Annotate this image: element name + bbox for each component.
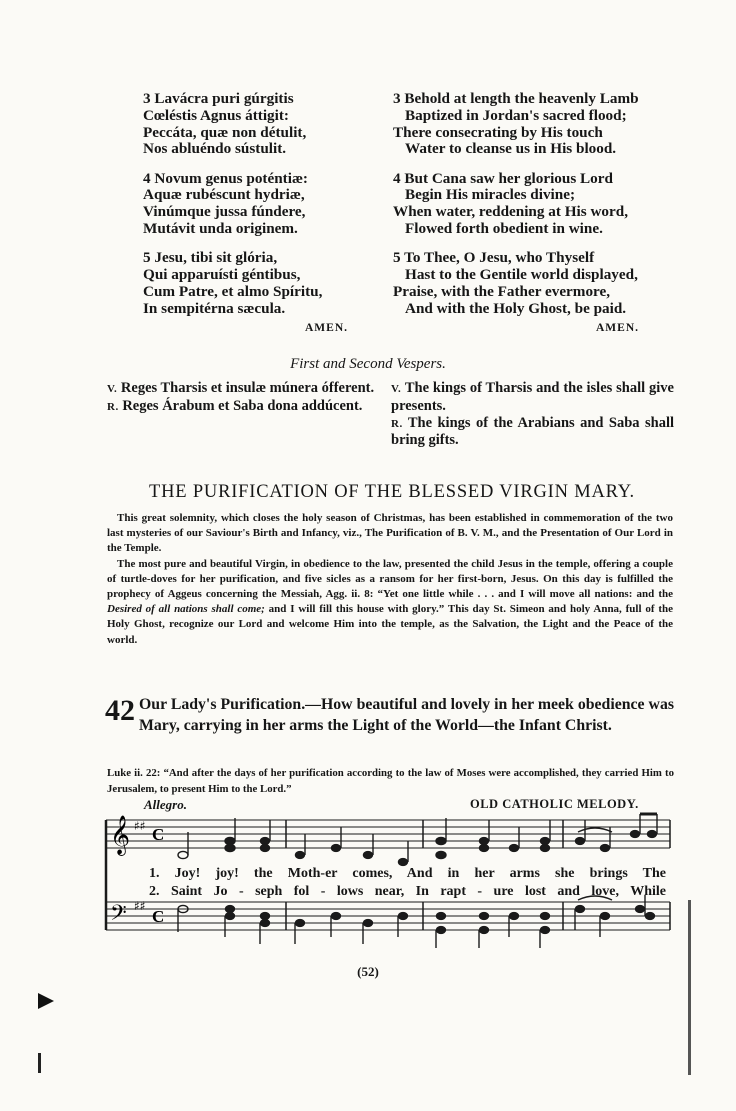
treble-notes bbox=[178, 814, 657, 865]
verse-line: And with the Holy Ghost, be paid. bbox=[405, 299, 627, 317]
verse-line: Flowed forth obedient in wine. bbox=[405, 220, 603, 238]
verse-line: 5 Jesu, tibi sit glória, bbox=[143, 249, 278, 267]
common-time-icon: C bbox=[152, 825, 165, 844]
verse-line: 4 Novum genus poténtiæ: bbox=[143, 169, 308, 187]
versicle-text: Reges Tharsis et insulæ múnera ófferent. bbox=[117, 380, 375, 396]
feast-introduction bbox=[107, 511, 673, 648]
english-verses bbox=[393, 91, 639, 330]
hymn-title bbox=[139, 694, 674, 736]
verse-line: Hast to the Gentile world displayed, bbox=[405, 266, 638, 284]
verse-line: Cœléstis Agnus áttigit: bbox=[143, 106, 289, 124]
verse-line: In sempitérna sæcula. bbox=[143, 299, 286, 317]
intro-text: and I will fill this house with glory.” This day St. Simeon and holy Anna, full of the Holy Ghost, recognize our Lord and welcome Him into the temple, as the Salvation, the Light and the Peace of the world. bbox=[107, 603, 673, 646]
scripture-quote: Luke ii. 22: “And after the days of her purification according to the law of Moses were accomplished, they carried Him to Jerusalem, to present Him to the Lord.” bbox=[107, 767, 674, 795]
latin-verses bbox=[143, 91, 322, 330]
intro-italic: Desired of all nations shall come; bbox=[107, 603, 265, 616]
versicle-text: The kings of Tharsis and the isles shall give presents. bbox=[391, 380, 674, 414]
response-english bbox=[391, 415, 674, 450]
hymn-number: 42 bbox=[105, 694, 135, 727]
verse-line: Qui apparuísti géntibus, bbox=[143, 266, 301, 284]
scan-mark bbox=[688, 900, 691, 1075]
latin-stanza-3 bbox=[143, 91, 322, 158]
verse-line: Praise, with the Father evermore, bbox=[393, 282, 611, 300]
bass-clef-icon: 𝄢 bbox=[110, 901, 127, 931]
verse-line: 4 But Cana saw her glorious Lord bbox=[393, 169, 613, 187]
bass-notes bbox=[178, 895, 655, 948]
key-signature-icon: ♯♯ bbox=[134, 899, 146, 913]
melody-credit: OLD CATHOLIC MELODY. bbox=[470, 797, 639, 811]
versicle-mark: V. bbox=[391, 383, 402, 395]
key-signature-icon: ♯♯ bbox=[134, 819, 146, 833]
verse-line: Aquæ rubéscunt hydriæ, bbox=[143, 186, 305, 204]
verse-line: Peccáta, quæ non détulit, bbox=[143, 123, 307, 141]
hymn-description: —How beautiful and lovely in her meek obedience was Mary, carrying in her arms the Light of the World—the Infant Christ. bbox=[139, 696, 675, 734]
hymn-name: Our Lady's Purification. bbox=[139, 696, 306, 713]
lyric-verse-1: 1. Joy! joy! the Moth-er comes, And in her arms she brings The bbox=[149, 866, 666, 881]
feast-title: THE PURIFICATION OF THE BLESSED VIRGIN MARY. bbox=[149, 482, 635, 502]
response-mark: R. bbox=[107, 400, 119, 413]
tempo-marking: Allegro. bbox=[144, 797, 187, 812]
treble-clef-icon: 𝄞 bbox=[110, 815, 131, 855]
common-time-icon: C bbox=[152, 907, 165, 926]
verse-line: Nos abluéndo sústulit. bbox=[143, 140, 287, 158]
verse-line: 3 Behold at length the heavenly Lamb bbox=[393, 90, 639, 107]
lyric-verse-2: 2. Saint Jo - seph fol - lows near, In rapt - ure lost and love, While bbox=[149, 884, 666, 899]
intro-paragraph-1: This great solemnity, which closes the holy season of Christmas, has been established in commemoration of the two last mysteries of our Saviour's Birth and Infancy, viz., The Purification of B. V. M., and the Presentation of Our Lord in the Temple. bbox=[107, 512, 673, 555]
english-stanza-5 bbox=[393, 250, 639, 317]
verse-line: Vinúmque jussa fúndere, bbox=[143, 203, 306, 221]
amen-english: AMEN. bbox=[596, 322, 640, 334]
response-latin bbox=[107, 398, 379, 416]
versicle-english bbox=[391, 380, 674, 415]
verse-line: Baptized in Jordan's sacred flood; bbox=[405, 106, 627, 124]
versicle-latin bbox=[107, 380, 379, 398]
intro-text: The most pure and beautiful Virgin, in obedience to the law, presented the child Jesus in the temple, offering a couple of turtle-doves for her purification, and five sicles as a ransom for her first-born, Jesus. On this day is fulfilled the prophecy of Aggeus concerning the Messiah, Agg. ii. 8: “Yet one little while . . . and I will move all nations: and the bbox=[107, 557, 673, 601]
response-mark: R. bbox=[391, 417, 403, 430]
vespers-latin bbox=[107, 380, 379, 416]
verse-line: Cum Patre, et almo Spíritu, bbox=[143, 282, 323, 300]
verse-line: There consecrating by His touch bbox=[393, 123, 603, 141]
english-stanza-3 bbox=[393, 91, 639, 158]
latin-stanza-5 bbox=[143, 250, 322, 317]
response-text: The kings of the Arabians and Saba shall bring gifts. bbox=[391, 414, 674, 449]
amen-latin: AMEN. bbox=[305, 322, 349, 334]
bass-staff bbox=[106, 902, 670, 930]
verse-line: 5 To Thee, O Jesu, who Thyself bbox=[393, 249, 595, 267]
intro-paragraph-2 bbox=[107, 557, 673, 648]
vespers-title: First and Second Vespers. bbox=[290, 356, 446, 372]
verse-line: 3 Lavácra puri gúrgitis bbox=[143, 90, 294, 107]
english-stanza-4 bbox=[393, 171, 639, 238]
scan-mark bbox=[38, 993, 54, 1009]
verse-line: Mutávit unda originem. bbox=[143, 220, 298, 238]
versicle-mark: V. bbox=[107, 383, 118, 395]
verse-line: When water, reddening at His word, bbox=[393, 203, 628, 221]
scan-mark bbox=[38, 1053, 41, 1073]
response-text: Reges Árabum et Saba dona addúcent. bbox=[118, 397, 363, 414]
verse-line: Begin His miracles divine; bbox=[405, 186, 576, 204]
page-number: (52) bbox=[357, 964, 379, 979]
latin-stanza-4 bbox=[143, 171, 322, 238]
vespers-english bbox=[391, 380, 674, 449]
verse-line: Water to cleanse us in His blood. bbox=[405, 140, 617, 158]
